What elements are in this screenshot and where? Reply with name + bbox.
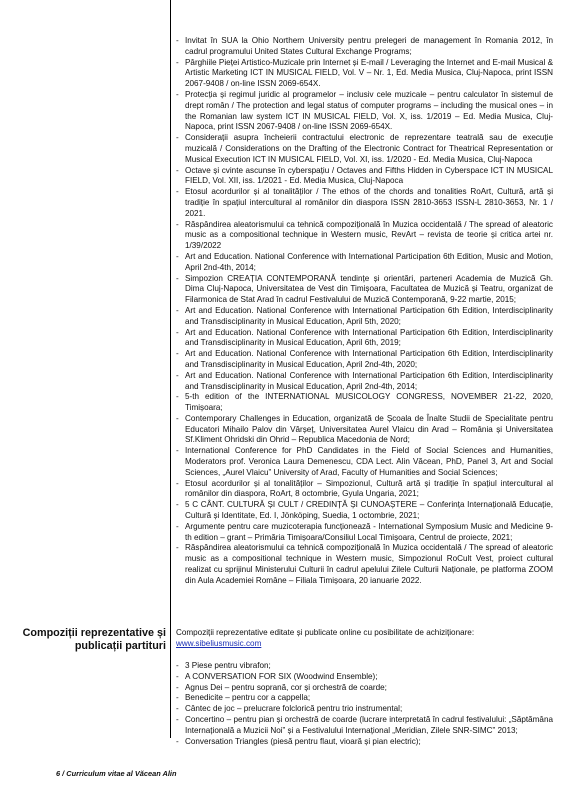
list-item: - Art and Education. National Conference with International Participation 6th Edition, Interdisciplinarity and Transdisciplinarity in Musical Education, April 2nd-4th, 2014; [176, 371, 553, 393]
list-item: - International Conference for PhD Candidates in the Field of Social Sciences and Humanities, Moderators prof. Veronica Laura Demenescu, CDA Lect. Alin Văcean, PhD, Panel 3, Art and Social Sciences, „Aurel Vlaicu” University of Arad, Faculty of Humanities and Social Sciences; [176, 446, 553, 478]
composition-item: - Agnus Dei – pentru soprană, cor și orchestră de coarde; [176, 683, 553, 694]
list-item: - 5 C CÂNT. CULTURĂ ȘI CULT / CREDINȚĂ ȘI CUNOAȘTERE – Conferința Internațională Educație, Cultură și Identitate, Ed. I, Jönköping, Suedia, 1 octombrie, 2021; [176, 500, 553, 522]
activity-list [176, 36, 553, 587]
composition-item: - Concertino – pentru pian și orchestră de coarde (lucrare interpretată în cadrul festivalului: „Săptămâna Internațională a Muzicii Noi” și a Festivalului Internațional „Meridian, Zilele SNR-SIMC” 2013; [176, 715, 553, 737]
intro-text: Compoziții reprezentative editate și publicate online cu posibilitate de achiziționare: [176, 628, 475, 637]
list-item: - Art and Education. National Conference with International Participation 6th Edition, Music and Motion, April 2nd-4th, 2014; [176, 252, 553, 274]
list-item: - Etosul acordurilor și al tonalităților / The ethos of the chords and tonalities RoArt, Cultură, artă și tradiție în spațiul intercultural al românilor din diaspora ISSN 2810-3653 ISSN-L 2810-3653, Nr. 1 / 2021. [176, 187, 553, 219]
list-item: - Protecția și regimul juridic al programelor – inclusiv cele muzicale – pentru calculator în sistemul de drept român / The protection and legal status of computer programs – including the musical ones – in the Romanian law system ICT IN MUSICAL FIELD, Vol. X, iss. 1/2019 – Ed. Media Musica, Cluj-Napoca, print ISSN 2067-9408 / on-line ISSN 2069-654X. [176, 90, 553, 133]
composition-item: - A CONVERSATION FOR SIX (Woodwind Ensemble); [176, 672, 553, 683]
composition-item: - Benedicite – pentru cor a cappella; [176, 693, 553, 704]
list-item: - Art and Education. National Conference with International Participation 6th Edition, Interdisciplinarity and Transdisciplinarity in Musical Education, April 5th, 2020; [176, 306, 553, 328]
composition-item: - 3 Piese pentru vibrafon; [176, 661, 553, 672]
list-item: - Octave și cvinte ascunse în cyberspațiu / Octaves and Fifths Hidden in Cyberspace ICT IN MUSICAL FIELD, Vol. XII, iss. 1/2021 - Ed. Media Musica, Cluj-Napoca [176, 166, 553, 188]
list-item: - Contemporary Challenges in Education, organizată de Școala de Înalte Studii de Specialitate pentru Educatori Mihailo Palov din Vârșeț, Universitatea Aurel Vlaicu din Arad – România și Universitatea Sf.Kliment Ohridski din Ohrid – Republica Macedonia de Nord; [176, 414, 553, 446]
column-divider [170, 0, 171, 738]
list-item: - Invitat în SUA la Ohio Northern University pentru prelegeri de management în Romania 2012, în cadrul programului United States Cultural Exchange Programs; [176, 36, 553, 58]
list-item: - 5-th edition of the INTERNATIONAL MUSICOLOGY CONGRESS, NOVEMBER 21-22, 2020, Timișoara; [176, 392, 553, 414]
page-footer: 6 / Curriculum vitae al Văcean Alin [56, 769, 177, 778]
list-item: - Considerații asupra încheierii contractului electronic de reprezentare teatrală sau de execuție muzicală / Considerations on the Drafting of the Electronic Contract for Theatrical Representation or Musical Execution ICT IN MUSICAL FIELD, Vol. XI, iss. 1/2020 - Ed. Media Musica, Cluj-Napoca [176, 133, 553, 165]
list-item: - Art and Education. National Conference with International Participation 6th Edition, Interdisciplinarity and Transdisciplinarity in Musical Education, April 6th, 2019; [176, 328, 553, 350]
list-item: - Răspândirea aleatorismului ca tehnică compozițională în Muzica occidentală / The spread of aleatoric music as a compositional technique in Western music, Simpozionul RoCult Vest, proiect cultural realizat cu sprijinul Ministerului Culturii în cadrul apelului Zilele Culturii Naționale, pe platforma ZOOM din Aula Academiei Române – Filiala Timișoara, 20 ianuarie 2022. [176, 543, 553, 586]
list-item: - Art and Education. National Conference with International Participation 6th Edition, Interdisciplinarity and Transdisciplinarity in Musical Education, April 2nd-4th, 2020; [176, 349, 553, 371]
section-heading: Compoziții reprezentative și publicații partituri [22, 627, 166, 652]
list-item: - Argumente pentru care muzicoterapia funcționează - International Symposium Music and Medicine 9-th edition – grant – Primăria Timișoara/Consiliul Local Timișoara, Centrul de proiecte, 2021; [176, 522, 553, 544]
list-item: - Simpozion CREAȚIA CONTEMPORANĂ tendințe și orientări, parteneri Academia de Muzică Gh. Dima Cluj-Napoca, Universitatea de Vest din Timișoara, Facultatea de Muzică și Teatru, organizat de Filarmonica de Stat Arad în cadrul Festivalului de Muzică Contemporană, 9-22 martie, 2015; [176, 274, 553, 306]
list-item: - Etosul acordurilor și al tonalităților – Simpozionul, Cultură artă și tradiție în spațiul intercultural al românilor din diaspora, RoArt, 8 octombrie, Gyula Ungaria, 2021; [176, 479, 553, 501]
section-intro [176, 628, 553, 650]
sibelius-link[interactable]: www.sibeliusmusic.com [176, 638, 262, 648]
compositions-list [176, 661, 553, 747]
list-item: - Răspândirea aleatorismului ca tehnică compozițională în Muzica occidentală / The spread of aleatoric music as a compositional technique in Western music, RevArt – revista de teorie și critica artei nr. 1/39/2022 [176, 220, 553, 252]
composition-item: - Conversation Triangles (piesă pentru flaut, vioară și pian electric); [176, 737, 553, 748]
list-item: - Pârghiile Pieței Artistico-Muzicale prin Internet și E-mail / Leveraging the Internet and E-mail Musical & Artistic Marketing ICT IN MUSICAL FIELD, Vol. V – Nr. 1, Ed. Media Musica, Cluj-Napoca, print ISSN 2067-9408 / on-line ISSN 2069-654X. [176, 58, 553, 90]
composition-item: - Cântec de joc – prelucrare folclorică pentru trio instrumental; [176, 704, 553, 715]
